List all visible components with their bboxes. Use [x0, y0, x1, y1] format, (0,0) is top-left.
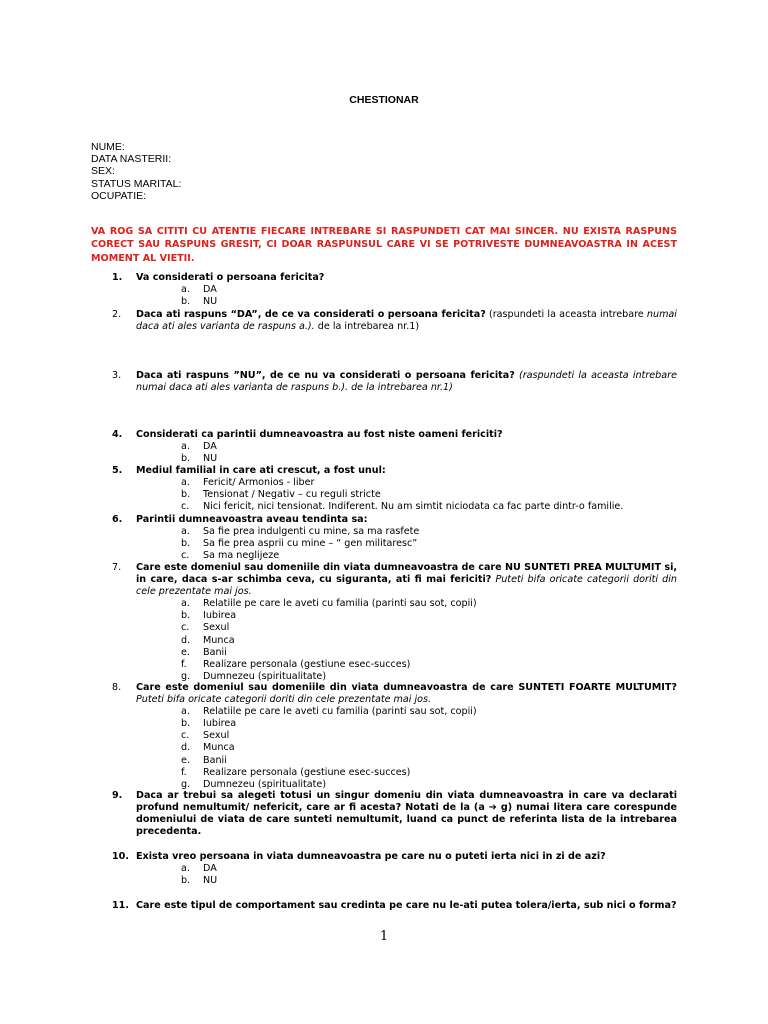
option-letter: b.: [181, 610, 191, 622]
option-label: Sexul: [203, 622, 230, 634]
option-letter: a.: [181, 706, 190, 718]
field-marital-status: STATUS MARITAL:: [91, 177, 182, 190]
option-label: DA: [203, 284, 217, 296]
question-note-italic: (raspundeti la aceasta intrebare numai daca ati ales varianta de raspuns b.). de la intrebarea nr.1): [136, 370, 677, 394]
option-letter: e.: [181, 754, 190, 766]
question-note-end: de la intrebarea nr.1): [314, 321, 420, 333]
question-number: 8.: [112, 682, 122, 693]
option-label: Banii: [203, 754, 227, 766]
option-letter: c.: [181, 730, 190, 742]
option-label: Iubirea: [203, 610, 237, 622]
option-letter: b.: [181, 718, 191, 730]
question-bold-text: Care este domeniul sau domeniile din viata dumneavoastra de care NU SUNTETI PREA MULTUMIT si, in care, daca s-ar schimba ceva, cu siguranta, ati fi mai fericiti?: [136, 562, 678, 586]
option-item: [91, 296, 677, 308]
field-sex: SEX:: [91, 165, 115, 178]
question-number: 9.: [112, 790, 123, 801]
question-text: [136, 682, 677, 706]
page-number: 1: [379, 929, 389, 944]
question-6: [91, 514, 677, 562]
option-item: [91, 489, 677, 501]
question-number: 11.: [112, 900, 129, 911]
question-note-italic: numai daca ati ales varianta de raspuns a.).: [136, 309, 677, 333]
question-number: 5.: [112, 465, 123, 476]
option-item: [91, 453, 677, 465]
option-letter: d.: [181, 634, 191, 646]
option-label: Sa fie prea asprii cu mine – “ gen militaresc”: [203, 538, 418, 550]
option-letter: f.: [181, 658, 187, 670]
question-number: 2.: [112, 309, 122, 320]
question-text: [136, 309, 677, 333]
question-note-italic: Puteti bifa oricate categorii doriti din cele prezentate mai jos.: [136, 694, 432, 706]
option-letter: a.: [181, 598, 190, 610]
option-item: [91, 875, 677, 887]
question-note-italic: Puteti bifa oricate categorii doriti din cele prezentate mai jos.: [136, 574, 677, 598]
option-list: [91, 706, 677, 791]
option-letter: b.: [181, 489, 191, 501]
option-item: [91, 622, 677, 634]
question-text: Parintii dumneavoastra aveau tendinta sa:: [136, 514, 368, 525]
option-label: Relatiile pe care le aveti cu familia (parinti sau sot, copii): [203, 598, 477, 610]
option-label: Dumnezeu (spiritualitate): [203, 670, 327, 682]
option-letter: g.: [181, 778, 191, 790]
option-item: [91, 706, 677, 718]
question-text: [136, 562, 677, 598]
option-label: Relatiile pe care le aveti cu familia (parinti sau sot, copii): [203, 706, 477, 718]
option-label: Sexul: [203, 730, 230, 742]
question-number: 1.: [112, 272, 123, 283]
field-occupation: OCUPATIE:: [91, 189, 147, 202]
option-letter: c.: [181, 501, 190, 513]
option-letter: a.: [181, 477, 190, 489]
option-item: [91, 284, 677, 296]
option-label: DA: [203, 441, 217, 453]
option-item: [91, 501, 677, 513]
option-list: [91, 526, 677, 562]
option-letter: b.: [181, 538, 191, 550]
option-letter: d.: [181, 742, 191, 754]
option-letter: a.: [181, 863, 190, 875]
option-item: [91, 863, 677, 875]
document-title: CHESTIONAR: [349, 94, 419, 106]
option-list: [91, 598, 677, 683]
option-list: [91, 863, 677, 887]
option-item: [91, 730, 677, 742]
personal-info-fields: [91, 141, 181, 202]
question-number: 3.: [112, 370, 122, 381]
option-label: Iubirea: [203, 718, 237, 730]
option-letter: c.: [181, 622, 190, 634]
question-text: [136, 370, 677, 394]
question-bold-text: Daca ati raspuns “DA”, de ce va considerati o persoana fericita?: [136, 309, 486, 320]
question-text: Considerati ca parintii dumneavoastra au fost niste oameni fericiti?: [136, 429, 503, 440]
field-name: NUME:: [91, 141, 125, 153]
question-bold-text: Care este domeniul sau domeniile din viata dumneavoastra de care SUNTETI FOARTE MULTUMIT?: [136, 682, 677, 693]
question-10: [91, 851, 677, 887]
instructions-text: VA ROG SA CITITI CU ATENTIE FIECARE INTREBARE SI RASPUNDETI CAT MAI SINCER. NU EXISTA RASPUNS CORECT SAU RASPUNS GRESIT, CI DOAR RASPUNSUL CARE VI SE POTRIVESTE DUMNEAVOASTRA IN ACEST MOMENT AL VIETII.: [91, 226, 677, 264]
option-label: Realizare personala (gestiune esec-succes): [203, 658, 411, 670]
option-letter: b.: [181, 453, 191, 465]
question-text: Mediul familial in care ati crescut, a fost unul:: [136, 465, 386, 476]
question-number: 6.: [112, 514, 123, 525]
question-note: (raspundeti la aceasta intrebare: [485, 309, 647, 320]
question-bold-text: Daca ati raspuns ”NU”, de ce nu va considerati o persoana fericita?: [136, 370, 515, 381]
option-item: [91, 647, 677, 659]
option-item: [91, 441, 677, 453]
option-label: NU: [203, 453, 218, 465]
option-letter: f.: [181, 766, 187, 778]
option-letter: a.: [181, 526, 190, 538]
option-label: NU: [203, 875, 218, 887]
option-label: Realizare personala (gestiune esec-succes): [203, 766, 411, 778]
option-label: DA: [203, 863, 217, 875]
question-text: Exista vreo persoana in viata dumneavoastra pe care nu o puteti ierta nici in zi de azi?: [136, 851, 606, 862]
option-item: [91, 477, 677, 489]
option-list: [91, 477, 677, 513]
option-list: [91, 284, 677, 308]
option-label: Banii: [203, 646, 227, 658]
option-item: [91, 610, 677, 622]
option-letter: b.: [181, 875, 191, 887]
option-letter: g.: [181, 670, 191, 682]
question-text: Daca ar trebui sa alegeti totusi un singur domeniu din viata dumneavoastra in care va declarati profund nemultumit/ nefericit, care ar fi acesta? Notati de la (a ➔ g) numai litera care corespunde domeniului de viata de care sunteti nemultumit, luand ca punct de referinta lista de la intrebarea precedenta.: [136, 790, 677, 838]
option-item: [91, 526, 677, 538]
question-1: [91, 272, 677, 308]
question-9: [91, 790, 677, 838]
option-label: Tensionat / Negativ – cu reguli stricte: [203, 489, 381, 501]
option-item: [91, 538, 677, 550]
option-item: [91, 598, 677, 610]
question-number: 4.: [112, 429, 123, 440]
option-letter: a.: [181, 284, 190, 296]
question-7: [91, 562, 677, 683]
option-list: [91, 441, 677, 465]
question-text: Va considerati o persoana fericita?: [136, 272, 325, 283]
option-label: NU: [203, 296, 218, 308]
option-label: Munca: [203, 742, 235, 754]
option-item: [91, 659, 677, 671]
question-text: Care este tipul de comportament sau credinta pe care nu le-ati putea tolera/ierta, sub nici o forma?: [136, 900, 677, 911]
option-label: Sa fie prea indulgenti cu mine, sa ma rasfete: [203, 526, 420, 538]
option-letter: a.: [181, 441, 190, 453]
option-label: Munca: [203, 634, 235, 646]
option-item: [91, 767, 677, 779]
question-5: [91, 465, 677, 513]
option-letter: e.: [181, 646, 190, 658]
option-item: [91, 718, 677, 730]
question-11: [91, 900, 677, 912]
option-letter: b.: [181, 296, 191, 308]
option-label: Dumnezeu (spiritualitate): [203, 778, 327, 790]
option-item: [91, 550, 677, 562]
question-number: 7.: [112, 562, 122, 573]
option-item: [91, 635, 677, 647]
option-label: Nici fericit, nici tensionat. Indiferent. Nu am simtit niciodata ca fac parte dintr-o familie.: [203, 501, 624, 513]
option-item: [91, 755, 677, 767]
question-8: [91, 682, 677, 791]
option-label: Sa ma neglijeze: [203, 550, 280, 562]
question-3: [91, 370, 677, 394]
option-item: [91, 742, 677, 754]
question-2: [91, 309, 677, 333]
option-label: Fericit/ Armonios - liber: [203, 477, 315, 489]
question-number: 10.: [112, 851, 129, 862]
question-4: [91, 429, 677, 465]
field-birth-date: DATA NASTERII:: [91, 153, 172, 166]
option-letter: c.: [181, 550, 190, 562]
